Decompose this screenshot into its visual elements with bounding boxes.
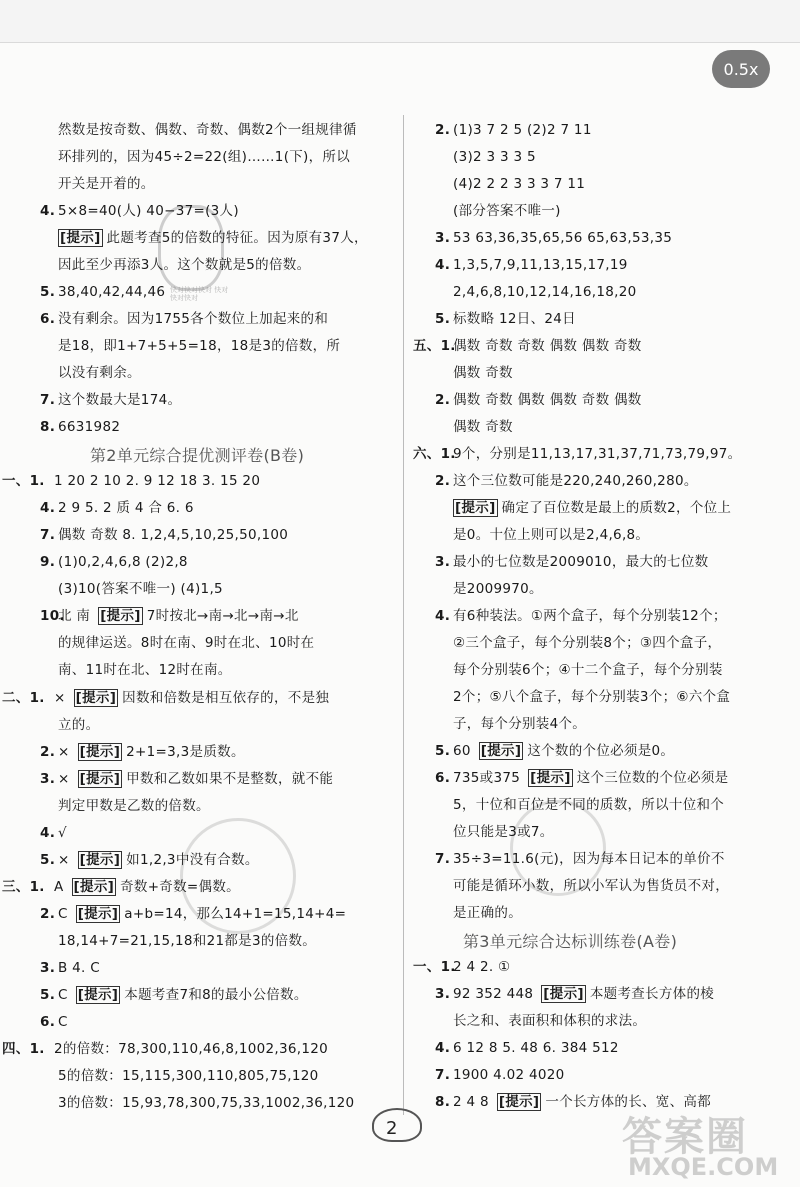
item-number: 5. <box>435 743 451 759</box>
answer-text: (3)2 3 3 3 5 <box>453 149 536 165</box>
answer-text: A <box>54 879 64 895</box>
answer-body <box>453 880 729 894</box>
answer-text: 北 南 <box>58 608 91 624</box>
answer-text: C <box>58 1014 68 1030</box>
item-number: 2. <box>40 906 56 922</box>
zoom-level-badge[interactable]: 0.5x <box>712 50 770 88</box>
answer-text: 735或375 <box>453 770 521 786</box>
section-title: 第3单元综合达标训练卷(A卷) <box>463 932 678 951</box>
answer-body <box>453 313 576 327</box>
answer-body <box>453 961 510 975</box>
hint-label: [提示] <box>530 770 571 786</box>
answer-body <box>58 962 100 976</box>
answer-text: 38,40,42,44,46 <box>58 284 166 300</box>
item-number: 7. <box>435 1067 451 1083</box>
answer-body <box>453 745 674 759</box>
item-number: 3. <box>40 771 56 787</box>
answer-text: 60 <box>453 743 471 759</box>
answer-body <box>453 583 543 597</box>
answer-body <box>453 799 724 813</box>
answer-text: 这个三位数的个位必须是 <box>576 770 729 786</box>
answer-body <box>58 1097 354 1111</box>
item-number: 4. <box>435 608 451 624</box>
answer-body <box>58 259 310 273</box>
hint-label: [提示] <box>100 608 141 624</box>
hint-label: [提示] <box>77 987 119 1003</box>
answer-text: 是2009970。 <box>453 581 543 597</box>
answer-body <box>453 259 628 273</box>
hint-label: [提示] <box>543 986 584 1002</box>
item-number: 一、1. <box>413 959 456 975</box>
answer-text: 甲数和乙数如果不是整数，就不能 <box>126 771 334 787</box>
answer-text: 2的倍数：78,300,110,46,8,1002,36,120 <box>54 1041 329 1057</box>
item-number: 10. <box>40 608 65 624</box>
hint-label: [提示] <box>455 500 496 516</box>
item-number: 5. <box>40 987 56 1003</box>
answer-text: 2个；⑤八个盒子，每个分别装3个；⑥六个盒 <box>453 689 731 705</box>
answer-text: 3的倍数：15,93,78,300,75,33,1002,36,120 <box>58 1095 355 1111</box>
answer-text: 长之和、表面积和体积的求法。 <box>453 1013 647 1029</box>
answer-text: 这个三位数可能是220,240,260,280。 <box>453 473 698 489</box>
answer-text: 有6种装法。①两个盒子，每个分别装12个； <box>453 608 727 624</box>
answer-body <box>453 475 698 489</box>
answer-body <box>54 475 260 489</box>
answer-body <box>453 448 741 462</box>
answer-body <box>453 988 714 1002</box>
answer-text: 位只能是3或7。 <box>453 824 554 840</box>
answer-body <box>58 989 308 1003</box>
answer-text: 5×8=40(人) 40−37=(3人) <box>58 203 239 219</box>
answer-body <box>453 1069 565 1083</box>
item-number: 4. <box>435 1040 451 1056</box>
item-number: 5. <box>40 852 56 868</box>
answer-body <box>58 556 188 570</box>
hint-label: [提示] <box>498 1094 540 1110</box>
answer-text: 南、11时在北、12时在南。 <box>58 662 232 678</box>
answer-text: (3)10(答案不唯一) (4)1,5 <box>58 581 223 597</box>
answer-body <box>58 908 346 922</box>
answer-text: 标数略 12日、24日 <box>453 311 576 327</box>
answer-body <box>58 313 328 327</box>
item-number: 7. <box>40 392 56 408</box>
item-number: 4. <box>40 500 56 516</box>
watermark-brand: 答案圈 <box>622 1114 748 1160</box>
answer-text: 7时按北→南→北→南→北 <box>146 608 299 624</box>
answer-body <box>58 205 239 219</box>
answer-body <box>58 421 120 435</box>
answer-text: (4)2 2 2 3 3 3 7 11 <box>453 176 586 192</box>
corner-watermark <box>622 1105 792 1183</box>
answer-body <box>58 394 181 408</box>
item-number: 2. <box>435 122 451 138</box>
item-number: 2. <box>40 744 56 760</box>
answer-body <box>58 637 314 651</box>
answer-text: 2 9 5. 2 质 4 合 6. 6 <box>58 500 194 516</box>
answer-text: 5的倍数：15,115,300,110,805,75,120 <box>58 1068 319 1084</box>
answer-text: 偶数 奇数 <box>453 419 513 435</box>
answer-body <box>58 232 368 246</box>
hint-label: [提示] <box>79 744 121 760</box>
answer-text: 每个分别装6个；④十二个盒子，每个分别装 <box>453 662 723 678</box>
answer-text: √ <box>58 825 67 841</box>
answer-text: 2 4 8 <box>453 1094 489 1110</box>
answer-text: 偶数 奇数 <box>453 365 513 381</box>
answer-text: (部分答案不唯一) <box>453 203 561 219</box>
answer-text: 这个数最大是174。 <box>58 392 182 408</box>
answer-body <box>453 529 649 543</box>
answer-body <box>58 773 333 787</box>
answer-body <box>58 827 67 841</box>
item-number: 6. <box>40 311 56 327</box>
column-divider <box>403 115 404 1115</box>
answer-text: 本题考查7和8的最小公倍数。 <box>124 987 308 1003</box>
answer-body <box>58 529 288 543</box>
answer-body <box>453 718 586 732</box>
item-number: 5. <box>40 284 56 300</box>
answer-text: 可能是循环小数，所以小军认为售货员不对， <box>453 878 729 894</box>
item-number: 三、1. <box>2 879 45 895</box>
answer-body <box>453 205 561 219</box>
answer-body <box>54 1043 328 1057</box>
item-number: 4. <box>40 203 56 219</box>
answer-body <box>453 1042 619 1056</box>
answer-body <box>453 772 729 786</box>
item-number: 2. <box>435 392 451 408</box>
answer-text: 18,14+7=21,15,18和21都是3的倍数。 <box>58 933 317 949</box>
answer-text: 35÷3=11.6(元)，因为每本日记本的单价不 <box>453 851 725 867</box>
answer-body <box>54 692 329 706</box>
answer-text: 是正确的。 <box>453 905 522 921</box>
answer-text: 最小的七位数是2009010，最大的七位数 <box>453 554 709 570</box>
answer-text: C <box>58 987 68 1003</box>
answer-text: 偶数 奇数 奇数 偶数 偶数 奇数 <box>453 338 642 354</box>
item-number: 六、1. <box>413 446 456 462</box>
answer-text: 1900 4.02 4020 <box>453 1067 565 1083</box>
answer-text: 5，十位和百位是不同的质数，所以十位和个 <box>453 797 725 813</box>
item-number: 6. <box>40 1014 56 1030</box>
answer-body <box>58 178 155 192</box>
answer-body <box>453 556 708 570</box>
answer-text: 偶数 奇数 偶数 偶数 奇数 偶数 <box>453 392 642 408</box>
answer-body <box>58 719 99 733</box>
item-number: 3. <box>40 960 56 976</box>
answer-text: 以没有剩余。 <box>58 365 141 381</box>
answer-body <box>453 610 727 624</box>
answer-text: 1,3,5,7,9,11,13,15,17,19 <box>453 257 628 273</box>
answer-body <box>58 151 350 165</box>
answer-text: × <box>58 852 70 868</box>
answer-text: × <box>54 690 66 706</box>
answer-text: 判定甲数是乙数的倍数。 <box>58 798 210 814</box>
answer-body <box>453 421 513 435</box>
answer-text: 2+1=3,3是质数。 <box>126 744 245 760</box>
answer-body <box>58 502 194 516</box>
answer-body <box>453 286 637 300</box>
item-number: 四、1. <box>2 1041 45 1057</box>
answer-body <box>58 935 316 949</box>
answer-text: C <box>58 906 68 922</box>
hint-label: [提示] <box>75 690 117 706</box>
answer-body <box>453 232 672 246</box>
answer-body <box>453 826 554 840</box>
item-number: 3. <box>435 554 451 570</box>
answer-text: 子，每个分别装4个。 <box>453 716 587 732</box>
hint-label: [提示] <box>77 906 119 922</box>
answer-text: 这个数的个位必须是0。 <box>527 743 675 759</box>
answer-text: 92 352 448 <box>453 986 534 1002</box>
answer-text: × <box>58 744 70 760</box>
answer-text: (1)3 7 2 5 (2)2 7 11 <box>453 122 592 138</box>
answer-text: 然数是按奇数、偶数、奇数、偶数2个一组规律循 <box>58 122 357 138</box>
answer-body <box>58 1016 68 1030</box>
answer-body <box>453 691 730 705</box>
answer-text: 9个，分别是11,13,17,31,37,71,73,79,97。 <box>453 446 742 462</box>
hint-label: [提示] <box>79 852 121 868</box>
answer-text: 此题考查5的倍数的特征。因为原有37人， <box>106 230 368 246</box>
answer-body <box>453 178 585 192</box>
answer-body <box>453 124 592 138</box>
answer-body <box>453 637 721 651</box>
answer-body <box>58 286 165 300</box>
answer-text: 如1,2,3中没有合数。 <box>126 852 259 868</box>
page-number: 2 <box>386 1118 398 1139</box>
answer-text: × <box>58 771 70 787</box>
answer-body <box>54 881 240 895</box>
answer-body <box>453 394 642 408</box>
answer-text: a+b=14，那么14+1=15,14+4= <box>124 906 347 922</box>
answer-body <box>58 854 259 868</box>
answer-text: 6 12 8 5. 48 6. 384 512 <box>453 1040 619 1056</box>
answer-body <box>58 1070 319 1084</box>
item-number: 一、1. <box>2 473 45 489</box>
answer-text: (1)0,2,4,6,8 (2)2,8 <box>58 554 188 570</box>
answer-body <box>58 340 340 354</box>
answer-body <box>58 800 210 814</box>
answer-text: 是0。十位上则可以是2,4,6,8。 <box>453 527 650 543</box>
answer-text: 本题考查长方体的棱 <box>589 986 715 1002</box>
hint-label: [提示] <box>73 879 115 895</box>
answer-body <box>58 367 141 381</box>
answer-body <box>58 610 299 624</box>
answer-text: 开关是开着的。 <box>58 176 155 192</box>
answer-text: 奇数+奇数=偶数。 <box>120 879 240 895</box>
answer-text: 1 20 2 10 2. 9 12 18 3. 15 20 <box>54 473 261 489</box>
item-number: 6. <box>435 770 451 786</box>
answer-text: 2,4,6,8,10,12,14,16,18,20 <box>453 284 637 300</box>
answer-body <box>453 664 723 678</box>
answer-text: 6631982 <box>58 419 121 435</box>
answer-body <box>58 124 357 138</box>
answer-text: 因此至少再添3人。这个数就是5的倍数。 <box>58 257 311 273</box>
stamp-text: 快对快对快对 快对快对快对 <box>170 286 229 303</box>
answer-text: 没有剩余。因为1755各个数位上加起来的和 <box>58 311 329 327</box>
answer-body <box>453 367 513 381</box>
answer-text: 立的。 <box>58 717 100 733</box>
hint-label: [提示] <box>480 743 522 759</box>
item-number: 二、1. <box>2 690 45 706</box>
item-number: 4. <box>40 825 56 841</box>
answer-text: 是18，即1+7+5+5=18，18是3的倍数，所 <box>58 338 341 354</box>
answer-body <box>58 664 232 678</box>
answer-body <box>453 151 536 165</box>
item-number: 7. <box>40 527 56 543</box>
item-number: 5. <box>435 311 451 327</box>
hint-label: [提示] <box>60 230 101 246</box>
answer-body <box>453 340 642 354</box>
answer-body <box>58 583 223 597</box>
section-title: 第2单元综合提优测评卷(B卷) <box>90 446 305 465</box>
answer-text: 环排列的，因为45÷2=22(组)……1(下)，所以 <box>58 149 351 165</box>
item-number: 3. <box>435 986 451 1002</box>
answer-body <box>453 502 731 516</box>
answer-text: ②三个盒子，每个分别装8个；③四个盒子， <box>453 635 722 651</box>
answer-text: 2 4 2. ① <box>453 959 511 975</box>
item-number: 3. <box>435 230 451 246</box>
answer-body <box>453 853 725 867</box>
item-number: 8. <box>435 1094 451 1110</box>
answer-body <box>58 746 245 760</box>
item-number: 2. <box>435 473 451 489</box>
hint-label: [提示] <box>79 771 121 787</box>
answer-text: 一个长方体的长、宽、高都 <box>545 1094 712 1110</box>
item-number: 9. <box>40 554 56 570</box>
answer-text: B 4. C <box>58 960 100 976</box>
item-number: 7. <box>435 851 451 867</box>
item-number: 五、1. <box>413 338 456 354</box>
item-number: 8. <box>40 419 56 435</box>
watermark-url: MXQE.COM <box>628 1153 779 1181</box>
viewer-top-bar <box>0 0 800 43</box>
answer-body <box>453 907 522 921</box>
answer-text: 确定了百位数是最上的质数2，个位上 <box>501 500 732 516</box>
answer-text: 偶数 奇数 8. 1,2,4,5,10,25,50,100 <box>58 527 289 543</box>
answer-text: 因数和倍数是相互依存的，不是独 <box>122 690 330 706</box>
answer-text: 53 63,36,35,65,56 65,63,53,35 <box>453 230 673 246</box>
item-number: 4. <box>435 257 451 273</box>
answer-text: 的规律运送。8时在南、9时在北、10时在 <box>58 635 315 651</box>
answer-body <box>453 1015 646 1029</box>
